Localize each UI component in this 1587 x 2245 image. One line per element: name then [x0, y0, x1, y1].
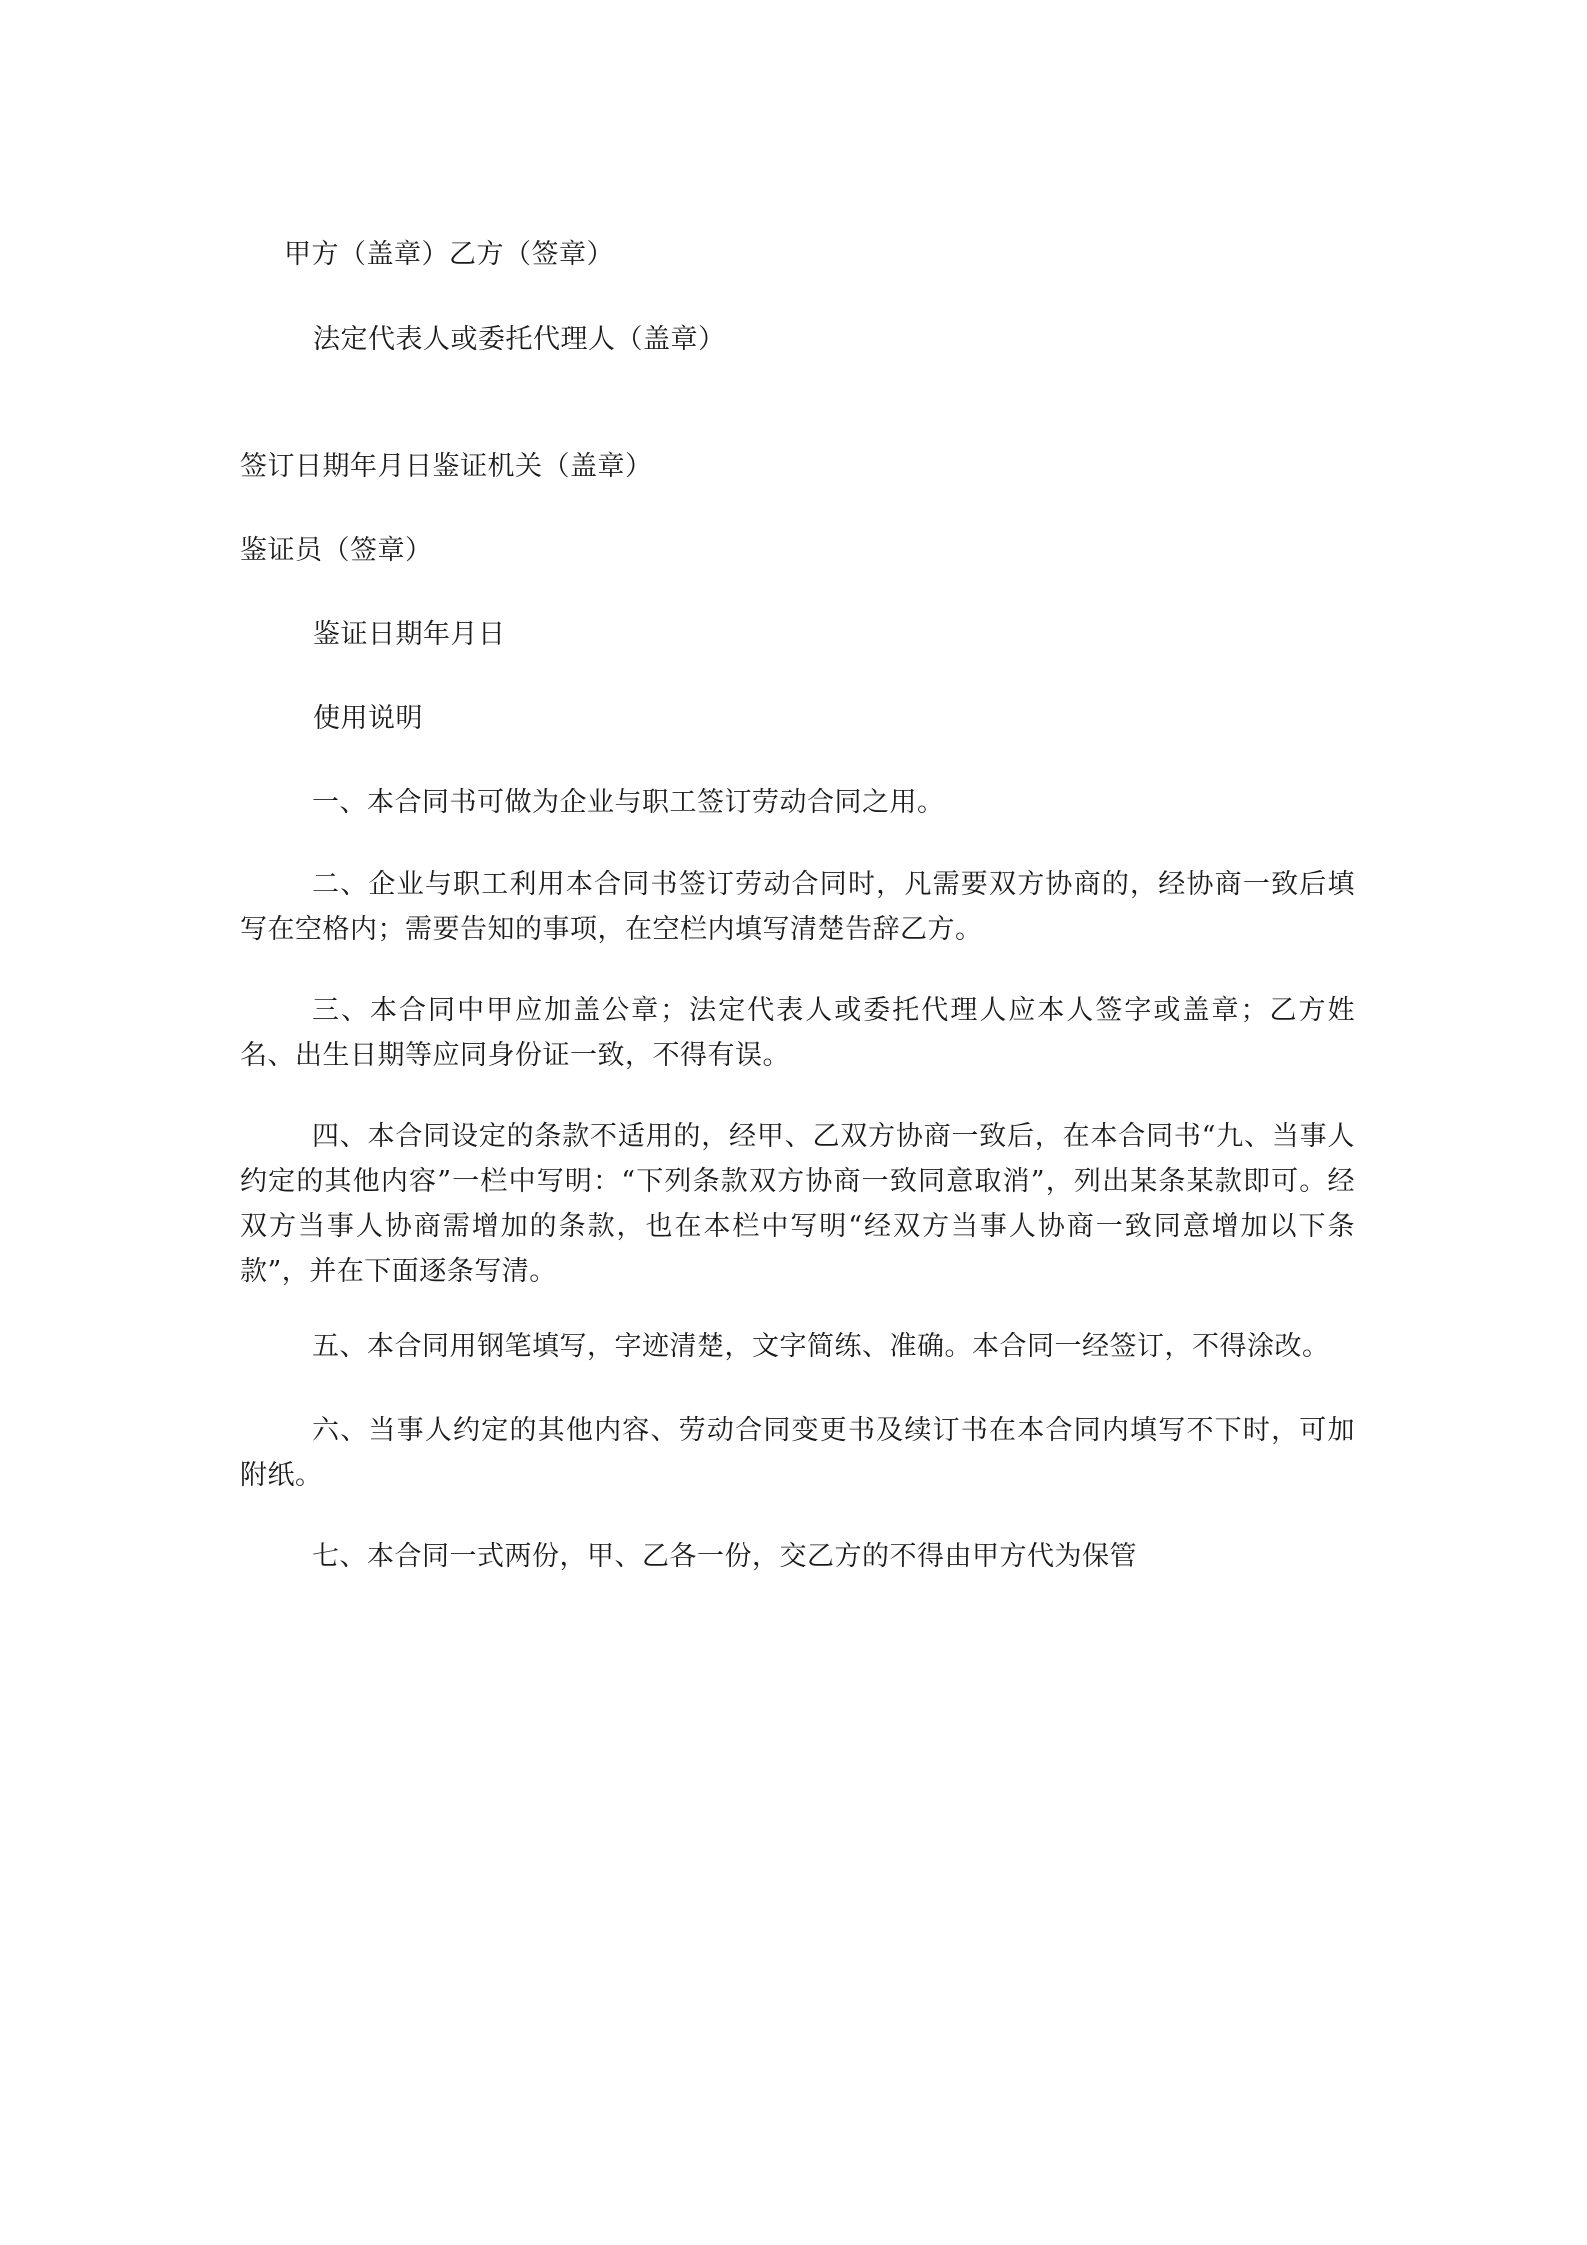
- verify-date-line: 鉴证日期年月日: [313, 619, 506, 650]
- instruction-item-1: 一、本合同书可做为企业与职工签订劳动合同之用。: [312, 787, 945, 818]
- instruction-item-3: 三、本合同中甲应加盖公章；法定代表人或委托代理人应本人签字或盖章；乙方姓名、出生日期等应同身份证一致，不得有误。: [240, 995, 1355, 1071]
- verifier-line: 鉴证员（签章）: [240, 535, 433, 566]
- instructions-heading: 使用说明: [313, 703, 423, 734]
- sign-date-line: 签订日期年月日鉴证机关（盖章）: [240, 451, 653, 482]
- representative-signature-line: 法定代表人或委托代理人（盖章）: [313, 324, 726, 355]
- instruction-item-7: 七、本合同一式两份，甲、乙各一份，交乙方的不得由甲方代为保管: [312, 1541, 1137, 1572]
- instruction-item-2: 二、企业与职工利用本合同书签订劳动合同时，凡需要双方协商的，经协商一致后填写在空格内；需要告知的事项，在空栏内填写清楚告辞乙方。: [240, 869, 1355, 945]
- instruction-item-6: 六、当事人约定的其他内容、劳动合同变更书及续订书在本合同内填写不下时，可加附纸。: [240, 1415, 1355, 1491]
- instruction-item-4: 四、本合同设定的条款不适用的，经甲、乙双方协商一致后，在本合同书“九、当事人约定的其他内容”一栏中写明：“下列条款双方协商一致同意取消”，列出某条某款即可。经双方当事人协商需增加的条款，也在本栏中写明“经双方当事人协商一致同意增加以下条款”，并在下面逐条写清。: [240, 1121, 1355, 1287]
- instruction-item-5: 五、本合同用钢笔填写，字迹清楚，文字简练、准确。本合同一经签订，不得涂改。: [312, 1331, 1330, 1362]
- party-signature-line: 甲方（盖章）乙方（签章）: [284, 239, 614, 270]
